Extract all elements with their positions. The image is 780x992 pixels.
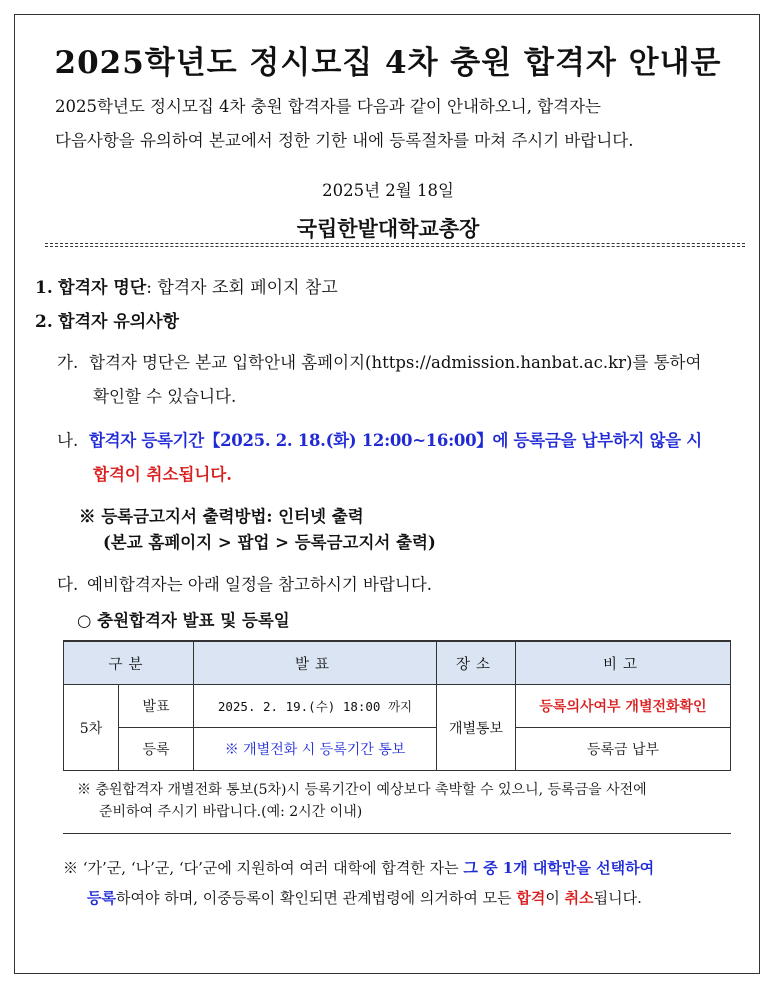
table-row [64, 685, 731, 728]
section-1-text: : 합격자 조회 페이지 참고 [146, 278, 338, 298]
section-2 [35, 307, 179, 332]
intro-line-1: 2025학년도 정시모집 4차 충원 합격자를 다음과 같이 안내하오니, 합격자는 [55, 97, 601, 116]
row-note-cell: 등록의사여부 개별전화확인 [516, 685, 731, 728]
schedule-table [63, 640, 731, 771]
document-frame [14, 14, 760, 974]
bottom-notice-blue-2: 등록 [87, 889, 116, 907]
item-ga-line-2: 확인할 수 있습니다. [93, 387, 237, 406]
row-note-cell: 등록금 납부 [516, 728, 731, 771]
item-na-line-2: 합격이 취소됩니다. [93, 465, 233, 484]
item-ga-marker: 가. [57, 353, 79, 372]
bottom-notice-red-2: 취소 [564, 889, 594, 907]
table-note-line-2: 준비하여 주시기 바랍니다.(예: 2시간 이내) [99, 804, 363, 820]
header-category: 구분 [64, 641, 194, 685]
table-note-divider [63, 833, 731, 834]
row-announce-cell: 2025. 2. 19.(수) 18:00 까지 [194, 685, 437, 728]
item-da-text: 예비합격자는 아래 일정을 참고하시기 바랍니다. [87, 575, 433, 594]
print-notice-line-2: (본교 홈페이지 > 팝업 > 등록금고지서 출력) [103, 533, 436, 552]
header-remarks: 비고 [516, 641, 731, 685]
place-cell: 개별통보 [437, 685, 516, 771]
row-type-cell: 발표 [119, 685, 194, 728]
bottom-notice-line-1 [63, 857, 654, 878]
round-cell: 5차 [64, 685, 119, 771]
page-title: 2025학년도 정시모집 4차 충원 합격자 안내문 [54, 45, 722, 81]
bottom-notice-mid: 하여야 하며, 이중등록이 확인되면 관계법령에 의거하여 모든 [115, 889, 517, 907]
header-announce: 발표 [194, 641, 437, 685]
bottom-notice-suffix: 됩니다. [593, 889, 642, 907]
row-type-cell: 등록 [119, 728, 194, 771]
divider-top [45, 243, 745, 244]
bottom-notice-prefix: ※ ‘가’군, ‘나’군, ‘다’군에 지원하여 여러 대학에 합격한 자는 [63, 859, 464, 877]
section-1-num: 1. [35, 278, 53, 298]
bottom-notice-red-1: 합격 [516, 889, 546, 907]
print-notice-line-1: ※ 등록금고지서 출력방법: 인터넷 출력 [79, 507, 364, 526]
schedule-heading [77, 607, 290, 631]
bottom-notice-line-2 [87, 887, 642, 908]
bottom-notice-blue-1: 그 중 1개 대학만을 선택하여 [463, 859, 655, 877]
table-header-row [64, 641, 731, 685]
row-announce-cell: ※ 개별전화 시 등록기간 통보 [194, 728, 437, 771]
schedule-heading-text: 충원합격자 발표 및 등록일 [97, 611, 290, 630]
notice-date: 2025년 2월 18일 [322, 181, 454, 200]
divider-bottom [45, 246, 745, 247]
section-2-label: 합격자 유의사항 [58, 312, 180, 332]
item-na-line-1: 합격자 등록기간【2025. 2. 18.(화) 12:00~16:00】에 등록금을 납부하지 않을 시 [89, 431, 702, 450]
signature: 국립한밭대학교총장 [296, 216, 480, 241]
bottom-notice-mid-2: 이 [545, 889, 565, 907]
item-da-marker: 다. [57, 575, 79, 594]
table-row [64, 728, 731, 771]
section-2-num: 2. [35, 312, 53, 332]
section-1-label: 합격자 명단 [58, 278, 147, 298]
item-na-marker: 나. [57, 431, 79, 450]
intro-line-2: 다음사항을 유의하여 본교에서 정한 기한 내에 등록절차를 마쳐 주시기 바랍니다. [55, 131, 634, 150]
circle-bullet-icon: ○ [77, 611, 92, 630]
item-ga-line-1: 합격자 명단은 본교 입학안내 홈페이지(https://admission.hanbat.ac.kr)를 통하여 [89, 353, 702, 372]
section-1 [35, 273, 338, 298]
table-note-line-1: ※ 충원합격자 개별전화 통보(5차)시 등록기간이 예상보다 촉박할 수 있으니, 등록금을 사전에 [77, 782, 647, 798]
header-place: 장소 [437, 641, 516, 685]
